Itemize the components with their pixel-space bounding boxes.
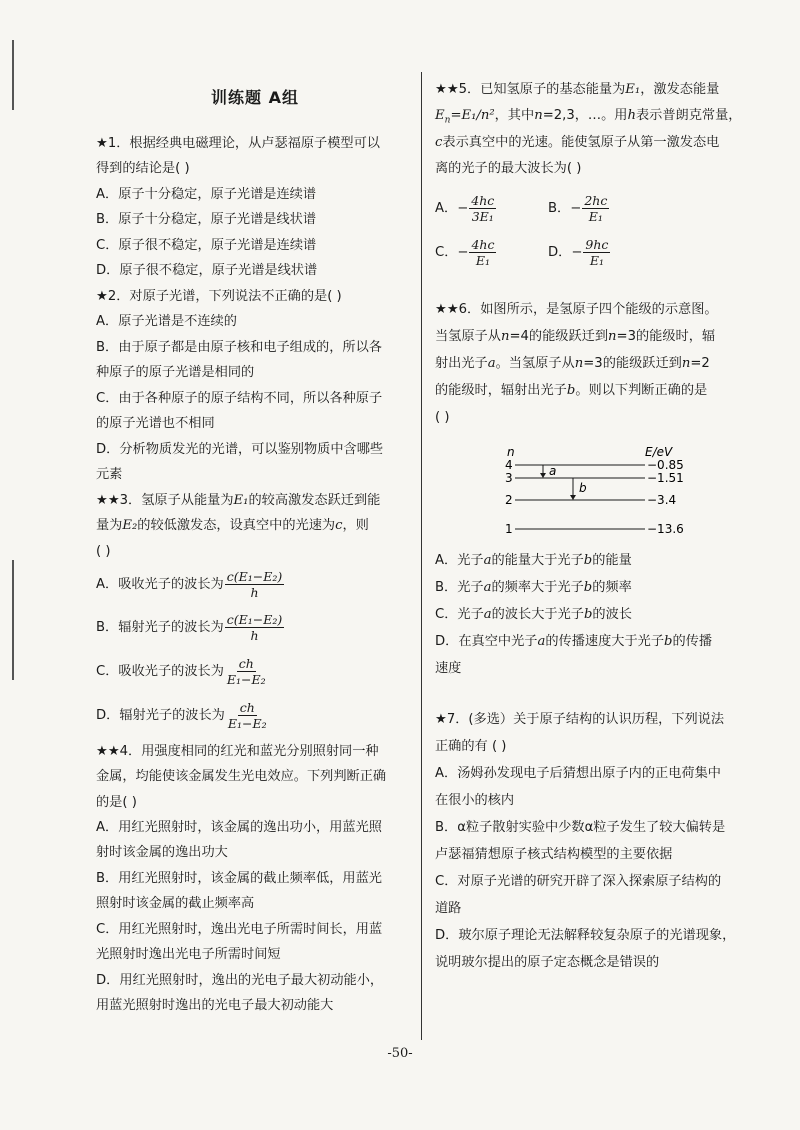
minus-sign: − <box>571 245 583 260</box>
q5-e1: E₁ <box>625 82 641 97</box>
q3-c-fraction <box>225 656 268 687</box>
q5-stem-text: 表示普朗克常量， <box>635 108 742 123</box>
q2-option-d-line1: D．分析物质发光的光谱，可以鉴别物质中含哪些 <box>96 442 384 457</box>
q6-stem-text: 。当氢原子从 <box>495 356 575 371</box>
q5-n: n <box>534 108 543 123</box>
q6-stem-text: 当氢原子从 <box>435 329 501 344</box>
energy-level-diagram <box>495 442 715 542</box>
q3-stem-text: ★★3．氢原子从能量为 <box>96 493 234 508</box>
q5-option-label: C． <box>435 245 458 260</box>
q4-option-d-line2: 用蓝光照射时逸出的光电子最大初动能大 <box>96 998 334 1013</box>
numerator: ch <box>238 655 254 671</box>
q6-option-a <box>435 551 632 571</box>
q7-option-a-line2: 在很小的核内 <box>435 793 515 808</box>
q4-option-a-line2: 射时该金属的逸出功大 <box>96 845 228 860</box>
q3-option-label: B．辐射光子的波长为 <box>96 620 224 635</box>
q7-stem-line1: ★7．(多选）关于原子结构的认识历程，下列说法 <box>435 712 725 727</box>
q5-option-d <box>548 236 611 270</box>
q6-stem-text: 射出光子 <box>435 356 488 371</box>
q6-b: b <box>583 580 593 595</box>
q6-n: n <box>500 329 510 344</box>
q5-c-fraction <box>469 237 496 268</box>
q4-option-d-line1: D．用红光照射时，逸出的光电子最大初动能小， <box>96 973 384 988</box>
q5-stem-text: ，激发态能量 <box>640 82 720 97</box>
energy-axis-label: E/eV <box>645 445 673 459</box>
q4-option-b-line1: B．用红光照射时，该金属的截止频率低，用蓝光 <box>96 871 382 886</box>
q7-option-c-line2: 道路 <box>435 901 462 916</box>
q1-stem-line2: 得到的结论是( ) <box>96 161 190 176</box>
q6-text: 的频率大于光子 <box>491 580 584 595</box>
q2-option-b-line1: B．由于原子都是由原子核和电子组成的，所以各 <box>96 340 382 355</box>
denominator: E₁−E₂ <box>226 671 266 687</box>
q7-stem-line2: 正确的有 ( ) <box>435 739 507 754</box>
q5-option-label: B． <box>548 201 571 216</box>
q3-e1: E₁ <box>233 493 249 508</box>
q6-text: 的能量大于光子 <box>491 553 584 568</box>
q3-stem-text: ，则 <box>342 518 369 533</box>
q1-option-a: A．原子十分稳定，原子光谱是连续谱 <box>96 187 317 202</box>
q6-stem-text: 。则以下判断正确的是 <box>575 383 708 398</box>
q6-a: a <box>483 580 492 595</box>
q3-option-a <box>96 568 285 602</box>
q3-e2: E₂ <box>122 518 138 533</box>
q7-option-d-line2: 说明玻尔提出的原子定态概念是错误的 <box>435 955 660 970</box>
q2-option-b-line2: 种原子的原子光谱是相同的 <box>96 365 255 380</box>
n-axis-label: n <box>507 445 515 459</box>
q4-stem-line1: ★★4．用强度相同的红光和蓝光分别照射同一种 <box>96 744 379 759</box>
q5-stem-text: ★★5．已知氢原子的基态能量为 <box>435 82 626 97</box>
q5-d-fraction <box>583 237 610 268</box>
q6-a: a <box>483 553 492 568</box>
q4-stem-line2: 金属，均能使该金属发生光电效应。下列判断正确 <box>96 769 387 784</box>
q1-stem-line1: ★1．根据经典电磁理论，从卢瑟福原子模型可以 <box>96 136 380 151</box>
q7-option-b-line1: B．α粒子散射实验中少数α粒子发生了较大偏转是 <box>435 820 726 835</box>
numerator: c(E₁−E₂) <box>226 568 283 584</box>
q7-option-b-line2: 卢瑟福猜想原子核式结构模型的主要依据 <box>435 847 673 862</box>
q5-stem-text: 表示真空中的光速。能使氢原子从第一激发态电 <box>442 135 720 150</box>
transition-a-arrowhead <box>540 473 546 478</box>
minus-sign: − <box>570 201 582 216</box>
q6-text: A．光子 <box>435 553 484 568</box>
level-3-n: 3 <box>505 471 513 485</box>
q5-stem-line3 <box>435 133 719 153</box>
q6-a: a <box>483 607 492 622</box>
q6-stem-line3 <box>435 354 710 374</box>
q4-option-b-line2: 照射时该金属的截止频率高 <box>96 896 255 911</box>
q7-option-d-line1: D．玻尔原子理论无法解释较复杂原子的光谱现象， <box>435 928 736 943</box>
q1-option-b: B．原子十分稳定，原子光谱是线状谱 <box>96 212 317 227</box>
denominator: E₁ <box>588 208 603 224</box>
transition-a-label: a <box>549 464 557 478</box>
q2-option-a: A．原子光谱是不连续的 <box>96 314 237 329</box>
q6-text: 的能量 <box>592 553 632 568</box>
scan-edge-mark <box>12 560 14 680</box>
q6-n: n <box>681 356 691 371</box>
level-4-energy: −0.85 <box>647 458 684 472</box>
level-1-energy: −13.6 <box>647 522 684 536</box>
q5-option-b <box>548 192 610 226</box>
denominator: h <box>250 584 259 600</box>
q3-stem-line2 <box>96 516 369 536</box>
q3-option-label: D．辐射光子的波长为 <box>96 708 225 723</box>
q6-b: b <box>664 634 673 649</box>
q6-stem-text: 的能级时，辐射出光子 <box>435 383 567 398</box>
q5-option-label: D． <box>548 245 572 260</box>
level-3-energy: −1.51 <box>647 471 684 485</box>
q1-option-d: D．原子很不稳定，原子光谱是线状谱 <box>96 263 318 278</box>
denominator: h <box>250 627 259 643</box>
minus-sign: − <box>457 201 469 216</box>
section-title: 训练题 A组 <box>211 88 299 107</box>
numerator: ch <box>239 699 255 715</box>
q6-text: C．光子 <box>435 607 484 622</box>
q5-stem-text: ，其中 <box>494 108 535 123</box>
q6-text: 的波长大于光子 <box>491 607 584 622</box>
q6-text: D．在真空中光子 <box>435 634 538 649</box>
q5-stem-line2 <box>435 106 741 131</box>
q5-stem-line1 <box>435 80 719 100</box>
numerator: c(E₁−E₂) <box>226 611 283 627</box>
column-divider <box>421 72 422 1040</box>
q6-stem-text: =2 <box>690 356 710 371</box>
scan-edge-mark <box>12 40 14 110</box>
q4-option-c-line1: C．用红光照射时，逸出光电子所需时间长，用蓝 <box>96 922 383 937</box>
q2-option-c-line1: C．由于各种原子的原子结构不同，所以各种原子 <box>96 391 383 406</box>
q6-stem-line4 <box>435 381 707 401</box>
q7-option-a-line1: A．汤姆孙发现电子后猜想出原子内的正电荷集中 <box>435 766 721 781</box>
q2-option-d-line2: 元素 <box>96 467 123 482</box>
q6-b: b <box>583 607 593 622</box>
q6-stem-text: =3的能级时，辐 <box>616 329 716 344</box>
numerator: 9hc <box>585 236 609 252</box>
q4-option-a-line1: A．用红光照射时，该金属的逸出功小，用蓝光照 <box>96 820 382 835</box>
transition-b-label: b <box>579 481 587 495</box>
denominator: E₁ <box>475 252 491 268</box>
q3-option-b <box>96 611 285 645</box>
q6-b: b <box>566 383 576 398</box>
q6-stem-line5: ( ) <box>435 410 450 425</box>
q3-a-fraction <box>225 569 285 600</box>
page-number: -50- <box>387 1046 413 1061</box>
q3-stem-text: 量为 <box>96 518 123 533</box>
q3-d-fraction <box>226 700 269 731</box>
q3-stem-text: 的较低激发态，设真空中的光速为 <box>137 518 336 533</box>
q5-option-a <box>435 192 497 226</box>
level-4-n: 4 <box>505 458 513 472</box>
q6-n: n <box>608 329 617 344</box>
q6-a: a <box>487 356 496 371</box>
q3-b-fraction <box>225 612 285 643</box>
q4-stem-line3: 的是( ) <box>96 795 137 810</box>
q5-h: h <box>627 108 636 123</box>
q6-text: 的频率 <box>592 580 632 595</box>
denominator: E₁ <box>589 252 604 268</box>
q3-option-label: A．吸收光子的波长为 <box>96 577 224 592</box>
level-1-n: 1 <box>505 522 513 536</box>
q5-c: c <box>435 135 443 150</box>
q7-option-c-line1: C．对原子光谱的研究开辟了深入探索原子结构的 <box>435 874 722 889</box>
q3-stem-line1 <box>96 491 380 511</box>
q3-option-c <box>96 655 269 689</box>
numerator: 2hc <box>584 192 608 208</box>
q6-text: 的波长 <box>592 607 632 622</box>
q5-a-fraction <box>469 193 496 224</box>
numerator: 4hc <box>471 236 495 252</box>
denominator: 3E₁ <box>471 208 494 224</box>
q6-option-b <box>435 578 632 598</box>
q1-option-c: C．原子很不稳定，原子光谱是连续谱 <box>96 238 317 253</box>
q5-option-label: A． <box>435 201 458 216</box>
q2-stem: ★2．对原子光谱，下列说法不正确的是( ) <box>96 289 342 304</box>
q5-option-c <box>435 236 497 270</box>
q3-stem-line3: ( ) <box>96 544 111 559</box>
q6-b: b <box>583 553 593 568</box>
q3-option-d <box>96 699 270 733</box>
level-2-energy: −3.4 <box>647 493 677 507</box>
q5-formula: =E₁/n² <box>450 108 495 123</box>
q3-stem-text: 的较高激发态跃迁到能 <box>248 493 381 508</box>
q6-stem-text: =3的能级跃迁到 <box>583 356 682 371</box>
q6-option-c <box>435 605 632 625</box>
q4-option-c-line2: 光照射时逸出光电子所需时间短 <box>96 947 281 962</box>
q6-a: a <box>537 634 546 649</box>
q6-option-d-line1 <box>435 632 712 652</box>
denominator: E₁−E₂ <box>227 715 267 731</box>
q5-stem-text: =2,3，…。用 <box>542 108 628 123</box>
q6-stem-line2 <box>435 327 715 347</box>
q5-stem-line4: 离的光子的最大波长为( ) <box>435 161 582 176</box>
q6-stem-line1: ★★6．如图所示，是氢原子四个能级的示意图。 <box>435 302 718 317</box>
numerator: 4hc <box>471 192 495 208</box>
q6-n: n <box>574 356 584 371</box>
q5-en-sub: n <box>444 115 451 126</box>
q6-text: 的传播 <box>672 634 713 649</box>
level-2-n: 2 <box>505 493 513 507</box>
q3-option-label: C．吸收光子的波长为 <box>96 664 224 679</box>
q5-b-fraction <box>582 193 609 224</box>
q6-stem-text: =4的能级跃迁到 <box>509 329 609 344</box>
q6-option-d-line2: 速度 <box>435 661 462 676</box>
minus-sign: − <box>457 245 469 260</box>
q6-text: B．光子 <box>435 580 484 595</box>
q2-option-c-line2: 的原子光谱也不相同 <box>96 416 215 431</box>
q3-c: c <box>335 518 343 533</box>
transition-b-arrowhead <box>570 495 576 500</box>
q5-en: E <box>435 108 445 123</box>
q6-text: 的传播速度大于光子 <box>545 634 665 649</box>
